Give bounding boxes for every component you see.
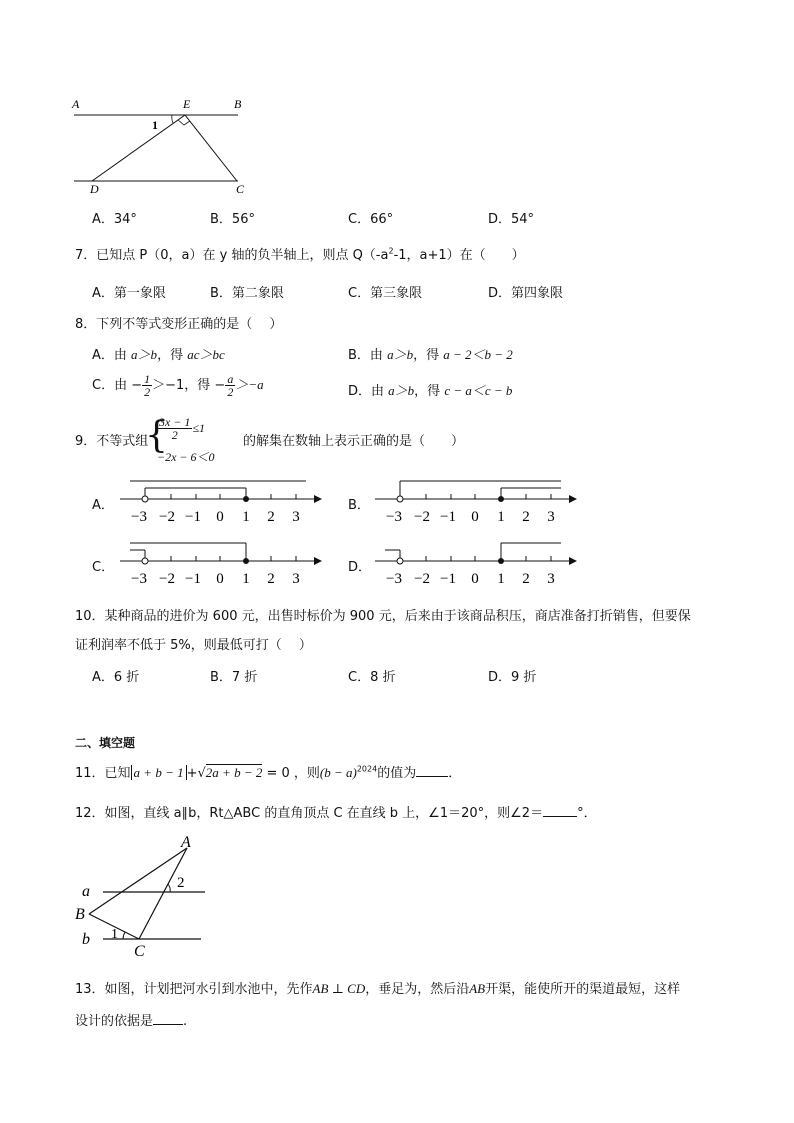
q6-option-c: C．66° [348, 212, 394, 227]
q8-option-b: B．由 a＞b，得 a − 2＜b − 2 [348, 347, 513, 363]
q6-label-1: 1 [152, 118, 158, 132]
svg-text:−3: −3 [131, 509, 147, 525]
q9-number-line-a [110, 474, 325, 530]
q10-option-c: C．8 折 [348, 670, 396, 685]
q8-option-a: A．由 a＞b，得 ac＞bc [92, 347, 225, 363]
svg-text:−2: −2 [414, 509, 430, 525]
q12-label-2: 2 [177, 875, 185, 891]
q12-label-b: b [82, 931, 90, 948]
q10-option-d: D．9 折 [488, 670, 537, 685]
svg-text:2: 2 [522, 509, 530, 525]
q9-option-c-letter: C． [92, 560, 115, 575]
q6-label-A: A [72, 97, 80, 111]
svg-text:1: 1 [242, 571, 250, 587]
q6-label-D: D [90, 182, 99, 196]
q8-stem: 8．下列不等式变形正确的是（ ） [75, 317, 283, 332]
q12-label-A: A [181, 834, 191, 851]
svg-text:2: 2 [267, 571, 275, 587]
svg-text:−2: −2 [414, 571, 430, 587]
q9-option-b-letter: B． [348, 498, 370, 513]
q12-label-C: C [134, 943, 145, 960]
q9-number-line-d [365, 536, 580, 592]
svg-text:1: 1 [242, 509, 250, 525]
q10-line-1: 10．某种商品的进价为 600 元，出售时标价为 900 元，后来由于该商品积压，商店准备打折销售，但要保 [75, 609, 691, 624]
q7-option-d: D．第四象限 [488, 286, 564, 301]
q7-option-b: B．第二象限 [210, 286, 284, 301]
q7-stem: 7．已知点 P（0，a）在 y 轴的负半轴上，则点 $Q(-a^2-1$，a+1）在（ ） [75, 246, 525, 263]
q7-option-c: C．第三象限 [348, 286, 423, 301]
svg-text:3: 3 [547, 509, 555, 525]
svg-text:0: 0 [216, 509, 224, 525]
svg-text:−2: −2 [159, 509, 175, 525]
svg-text:−3: −3 [131, 571, 147, 587]
svg-text:−2: −2 [159, 571, 175, 587]
q10-option-b: B．7 折 [210, 670, 258, 685]
q12-stem: 12．如图，直线 a∥b，Rt△ABC 的直角顶点 C 在直线 b 上，∠1＝20°，则∠2＝ °． [75, 806, 597, 821]
svg-text:−1: −1 [440, 509, 456, 525]
q8-option-d: D．由 a＞b，得 c − a＜c − b [348, 383, 513, 399]
q9-number-line-c [110, 536, 325, 592]
svg-text:−1: −1 [440, 571, 456, 587]
svg-text:0: 0 [471, 509, 479, 525]
svg-text:2: 2 [267, 509, 275, 525]
svg-text:3: 3 [547, 571, 555, 587]
q6-label-E: E [183, 97, 191, 111]
q6-label-C: C [236, 182, 245, 196]
q13-line-1: 13．如图，计划把河水引到水池中，先作AB ⊥ CD，垂足为，然后沿AB开渠，能使所开的渠道最短，这样 [75, 981, 681, 997]
svg-text:3: 3 [292, 571, 300, 587]
q11-stem: 11．已知 a + b − 1 +√2a + b − 2 = 0 ，则$(b - a)^{2024}$的值为 ． [75, 764, 462, 781]
svg-text:3: 3 [292, 509, 300, 525]
q7-option-a: A．第一象限 [92, 286, 166, 301]
q9-option-d-letter: D． [348, 560, 372, 575]
svg-text:0: 0 [471, 571, 479, 587]
q6-figure [60, 92, 260, 202]
svg-text:−1: −1 [185, 509, 201, 525]
q6-option-a: A．34° [92, 212, 137, 227]
svg-text:−3: −3 [386, 509, 402, 525]
q8-option-c: C．由 − $\frac{1}{2}$ ＞−1，得 − $\frac{a}{2}$ ＞−a [92, 372, 264, 399]
svg-text:0: 0 [216, 571, 224, 587]
q6-option-b: B．56° [210, 212, 255, 227]
q9-number-line-b [365, 474, 580, 530]
section-title: 二、填空题 [75, 736, 136, 750]
q10-option-a: A．6 折 [92, 670, 140, 685]
q12-label-a: a [82, 883, 90, 900]
q13-line-2: 设计的依据是 . [75, 1014, 188, 1029]
svg-text:−1: −1 [185, 571, 201, 587]
svg-text:1: 1 [497, 571, 505, 587]
q10-line-2: 证利润率不低于 5%，则最低可打（ ） [75, 638, 312, 653]
q12-figure [75, 832, 215, 962]
q9-option-a-letter: A． [92, 498, 114, 513]
svg-text:1: 1 [497, 509, 505, 525]
q12-label-1: 1 [111, 927, 118, 942]
svg-text:−3: −3 [386, 571, 402, 587]
q6-label-B: B [234, 97, 242, 111]
svg-text:2: 2 [522, 571, 530, 587]
q12-label-B: B [75, 906, 85, 923]
q6-option-d: D．54° [488, 212, 535, 227]
